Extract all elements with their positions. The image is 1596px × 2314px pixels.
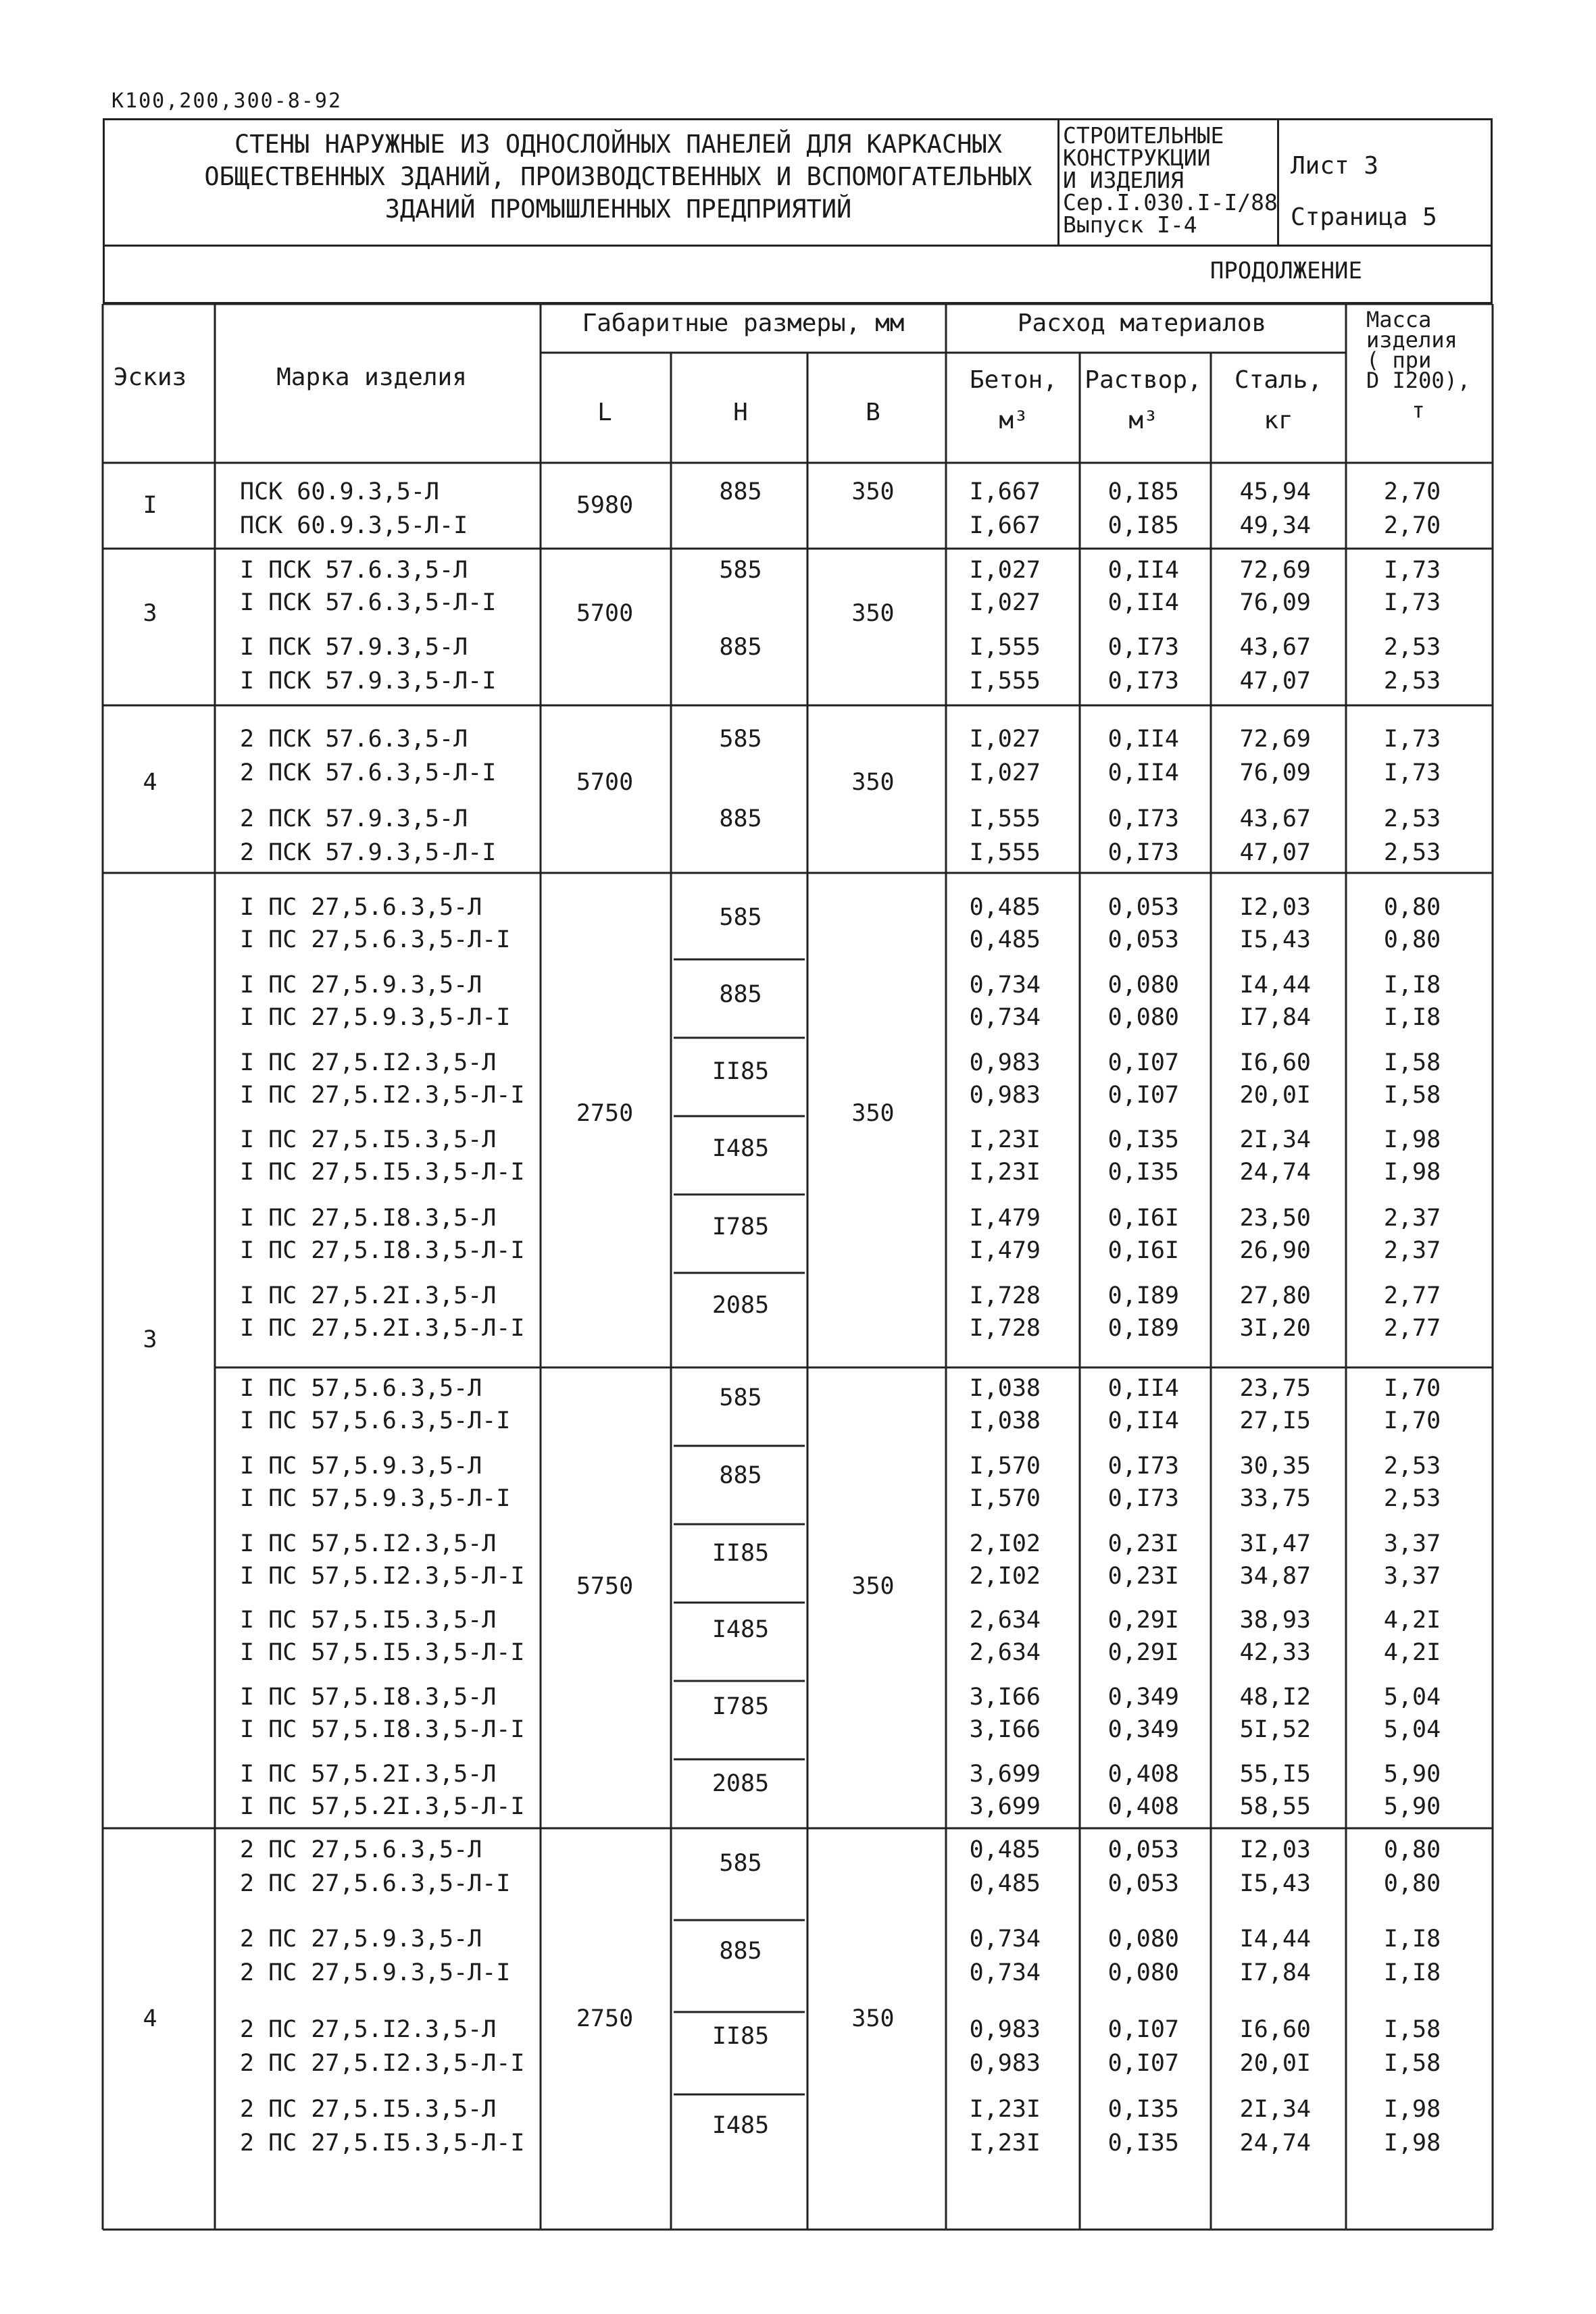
steel-value: 55,I5 <box>1239 1761 1311 1788</box>
steel-value: 3I,47 <box>1239 1530 1311 1557</box>
steel-value: 3I,20 <box>1239 1315 1311 1342</box>
steel-value: I7,84 <box>1239 1004 1311 1031</box>
product-mark: 2 ПСК 57.9.3,5-Л-I <box>240 839 497 866</box>
steel-value: 2I,34 <box>1239 1126 1311 1153</box>
concrete-value: 0,734 <box>969 1959 1041 1986</box>
product-mark: 2 ПСК 57.6.3,5-Л <box>240 726 468 753</box>
mortar-value: 0,II4 <box>1107 1407 1179 1434</box>
mortar-value: 0,II4 <box>1107 589 1179 616</box>
concrete-value: 0,983 <box>969 1082 1041 1109</box>
series-line: СТРОИТЕЛЬНЫЕ <box>1063 122 1224 149</box>
mortar-value: 0,I73 <box>1107 839 1179 866</box>
mortar-value: 0,I35 <box>1107 2096 1179 2123</box>
document-code: К100,200,300-8-92 <box>111 89 343 113</box>
steel-value: 23,50 <box>1239 1205 1311 1232</box>
concrete-value: I,027 <box>969 589 1041 616</box>
dimension-H: II85 <box>712 1540 770 1567</box>
mass-value: I,58 <box>1383 2016 1441 2043</box>
dimension-H: I785 <box>712 1693 770 1720</box>
mass-value: 2,37 <box>1383 1237 1441 1264</box>
mass-value: 2,53 <box>1383 668 1441 695</box>
steel-value: 76,09 <box>1239 589 1311 616</box>
mortar-value: 0,053 <box>1107 1836 1179 1863</box>
steel-value: 30,35 <box>1239 1453 1311 1480</box>
product-mark: I ПС 27,5.9.3,5-Л-I <box>240 1004 511 1031</box>
dimension-H: 885 <box>719 634 762 661</box>
title-line: ЗДАНИЙ ПРОМЫШЛЕННЫХ ПРЕДПРИЯТИЙ <box>384 195 852 224</box>
mortar-value: 0,I73 <box>1107 668 1179 695</box>
steel-value: 72,69 <box>1239 557 1311 584</box>
concrete-value: 0,485 <box>969 1836 1041 1863</box>
mass-value: I,I8 <box>1383 1004 1441 1031</box>
mortar-value: 0,I73 <box>1107 634 1179 661</box>
mass-value: I,98 <box>1383 1159 1441 1186</box>
concrete-value: I,038 <box>969 1375 1041 1402</box>
steel-value: 33,75 <box>1239 1485 1311 1512</box>
steel-value: 34,87 <box>1239 1563 1311 1590</box>
dimension-H: I485 <box>712 1616 770 1643</box>
header-H: H <box>733 399 748 426</box>
product-mark: I ПСК 57.9.3,5-Л <box>240 634 468 661</box>
dimension-H: 2085 <box>712 1770 770 1797</box>
steel-value: 2I,34 <box>1239 2096 1311 2123</box>
mass-value: 2,53 <box>1383 1485 1441 1512</box>
concrete-value: 0,485 <box>969 894 1041 921</box>
steel-value: I5,43 <box>1239 1870 1311 1897</box>
steel-value: 27,I5 <box>1239 1407 1311 1434</box>
header-mortar: Раствор, <box>1084 366 1202 394</box>
title-line: ОБЩЕСТВЕННЫХ ЗДАНИЙ, ПРОИЗВОДСТВЕННЫХ И ВСПОМОГАТЕЛЬНЫХ <box>204 162 1032 191</box>
mass-value: I,70 <box>1383 1407 1441 1434</box>
concrete-value: 0,734 <box>969 1926 1041 1953</box>
concrete-value: I,23I <box>969 1159 1041 1186</box>
steel-value: 49,34 <box>1239 512 1311 539</box>
header-mass <box>1366 307 1471 423</box>
continuation-label: ПРОДОЛЖЕНИЕ <box>1210 257 1362 284</box>
dimension-B: 350 <box>851 478 895 505</box>
mass-value: 5,04 <box>1383 1684 1441 1711</box>
series-line: КОНСТРУКЦИИ <box>1063 145 1211 171</box>
series-line: Выпуск I-4 <box>1063 211 1197 238</box>
dimension-H: 2085 <box>712 1292 770 1319</box>
mass-value: I,58 <box>1383 1082 1441 1109</box>
product-mark: 2 ПС 27,5.9.3,5-Л-I <box>240 1959 511 1986</box>
mass-value: I,98 <box>1383 1126 1441 1153</box>
product-mark: ПСК 60.9.3,5-Л <box>240 478 440 505</box>
mass-value: I,58 <box>1383 2050 1441 2077</box>
header-L: L <box>597 399 612 426</box>
concrete-value: I,570 <box>969 1453 1041 1480</box>
mass-value: 5,90 <box>1383 1761 1441 1788</box>
mass-value: 2,37 <box>1383 1205 1441 1232</box>
mortar-value: 0,29I <box>1107 1607 1179 1634</box>
dimension-L: 2750 <box>576 1100 634 1127</box>
steel-value: 24,74 <box>1239 2130 1311 2157</box>
header-materials: Расход материалов <box>1017 309 1267 337</box>
product-mark: 2 ПС 27,5.I2.3,5-Л <box>240 2016 497 2043</box>
header-dimensions: Габаритные размеры, мм <box>582 309 905 337</box>
sketch-number: 3 <box>143 600 157 627</box>
dimension-H: 585 <box>719 904 762 931</box>
mortar-value: 0,23I <box>1107 1530 1179 1557</box>
concrete-value: 2,634 <box>969 1639 1041 1666</box>
mortar-value: 0,080 <box>1107 972 1179 999</box>
steel-value: 48,I2 <box>1239 1684 1311 1711</box>
mass-value: 0,80 <box>1383 926 1441 953</box>
header-concrete: Бетон, <box>969 366 1058 394</box>
steel-value: 72,69 <box>1239 726 1311 753</box>
steel-value: 47,07 <box>1239 668 1311 695</box>
mass-value: I,98 <box>1383 2130 1441 2157</box>
mass-value: I,73 <box>1383 726 1441 753</box>
dimension-B: 350 <box>851 2005 895 2032</box>
concrete-value: 2,I02 <box>969 1563 1041 1590</box>
product-mark: ПСК 60.9.3,5-Л-I <box>240 512 468 539</box>
mass-value: 0,80 <box>1383 1870 1441 1897</box>
mortar-value: 0,I73 <box>1107 805 1179 832</box>
dimension-H: II85 <box>712 1058 770 1085</box>
mortar-value: 0,I35 <box>1107 2130 1179 2157</box>
steel-value: 45,94 <box>1239 478 1311 505</box>
mortar-value: 0,I85 <box>1107 512 1179 539</box>
steel-value: 24,74 <box>1239 1159 1311 1186</box>
mortar-value: 0,408 <box>1107 1761 1179 1788</box>
mortar-value: 0,II4 <box>1107 759 1179 786</box>
mass-value: 2,70 <box>1383 478 1441 505</box>
mass-value: 5,04 <box>1383 1716 1441 1743</box>
mortar-value: 0,080 <box>1107 1926 1179 1953</box>
sketch-number: 3 <box>143 1326 157 1353</box>
dimension-L: 5700 <box>576 600 634 627</box>
mass-value: 3,37 <box>1383 1530 1441 1557</box>
concrete-value: I,027 <box>969 726 1041 753</box>
product-mark: I ПС 27,5.I8.3,5-Л-I <box>240 1237 525 1264</box>
product-mark: I ПС 27,5.9.3,5-Л <box>240 972 482 999</box>
product-mark: I ПС 27,5.6.3,5-Л <box>240 894 482 921</box>
product-mark: I ПСК 57.6.3,5-Л <box>240 557 468 584</box>
product-mark: I ПС 57,5.I2.3,5-Л-I <box>240 1563 525 1590</box>
header-mortar-unit: м³ <box>1128 407 1158 434</box>
dimension-H: 885 <box>719 981 762 1008</box>
product-mark: I ПС 27,5.2I.3,5-Л-I <box>240 1315 525 1342</box>
mass-value: I,70 <box>1383 1375 1441 1402</box>
concrete-value: I,038 <box>969 1407 1041 1434</box>
mortar-value: 0,I07 <box>1107 1082 1179 1109</box>
mass-value: I,73 <box>1383 589 1441 616</box>
concrete-value: 2,I02 <box>969 1530 1041 1557</box>
mortar-value: 0,I07 <box>1107 1049 1179 1076</box>
dimension-L: 5750 <box>576 1573 634 1600</box>
product-mark: I ПС 27,5.I5.3,5-Л <box>240 1126 497 1153</box>
product-mark: I ПС 57,5.I2.3,5-Л <box>240 1530 497 1557</box>
mortar-value: 0,I07 <box>1107 2050 1179 2077</box>
dimension-H: 885 <box>719 1462 762 1489</box>
mass-value: I,73 <box>1383 759 1441 786</box>
dimension-H: 585 <box>719 557 762 584</box>
concrete-value: 0,983 <box>969 2016 1041 2043</box>
product-mark: I ПС 57,5.I5.3,5-Л-I <box>240 1639 525 1666</box>
concrete-value: I,479 <box>969 1237 1041 1264</box>
dimension-L: 5700 <box>576 769 634 796</box>
mass-value: 2,77 <box>1383 1282 1441 1309</box>
header-mass-line: т <box>1412 397 1425 423</box>
concrete-value: 0,983 <box>969 1049 1041 1076</box>
steel-value: I4,44 <box>1239 972 1311 999</box>
mortar-value: 0,I89 <box>1107 1315 1179 1342</box>
dimension-B: 350 <box>851 1573 895 1600</box>
mass-value: 2,70 <box>1383 512 1441 539</box>
dimension-H: II85 <box>712 2023 770 2050</box>
mortar-value: 0,I6I <box>1107 1237 1179 1264</box>
mass-value: 3,37 <box>1383 1563 1441 1590</box>
mass-value: 4,2I <box>1383 1639 1441 1666</box>
steel-value: I7,84 <box>1239 1959 1311 1986</box>
concrete-value: I,23I <box>969 1126 1041 1153</box>
sketch-number: 4 <box>143 2005 157 2032</box>
dimension-L: 5980 <box>576 492 634 519</box>
product-mark: I ПС 57,5.9.3,5-Л-I <box>240 1485 511 1512</box>
steel-value: 43,67 <box>1239 634 1311 661</box>
concrete-value: I,555 <box>969 668 1041 695</box>
concrete-value: I,027 <box>969 557 1041 584</box>
series-line: И ИЗДЕЛИЯ <box>1063 167 1184 193</box>
steel-value: 26,90 <box>1239 1237 1311 1264</box>
mass-value: I,I8 <box>1383 972 1441 999</box>
mass-value: 0,80 <box>1383 1836 1441 1863</box>
product-mark: I ПС 57,5.2I.3,5-Л-I <box>240 1793 525 1820</box>
product-mark: I ПС 27,5.2I.3,5-Л <box>240 1282 497 1309</box>
product-mark: I ПС 27,5.I2.3,5-Л-I <box>240 1082 525 1109</box>
header-steel: Сталь, <box>1234 366 1323 394</box>
dimension-H: 885 <box>719 478 762 505</box>
concrete-value: I,555 <box>969 839 1041 866</box>
steel-value: 20,0I <box>1239 2050 1311 2077</box>
concrete-value: 0,734 <box>969 1004 1041 1031</box>
mass-value: 2,53 <box>1383 839 1441 866</box>
mass-value: 4,2I <box>1383 1607 1441 1634</box>
mortar-value: 0,I35 <box>1107 1126 1179 1153</box>
mass-value: 2,53 <box>1383 805 1441 832</box>
concrete-value: I,728 <box>969 1282 1041 1309</box>
steel-value: I2,03 <box>1239 894 1311 921</box>
concrete-value: I,728 <box>969 1315 1041 1342</box>
mass-value: 2,53 <box>1383 1453 1441 1480</box>
concrete-value: 2,634 <box>969 1607 1041 1634</box>
header-mass-line: Масса <box>1366 307 1432 332</box>
mortar-value: 0,II4 <box>1107 726 1179 753</box>
mortar-value: 0,349 <box>1107 1716 1179 1743</box>
sheet-number: Лист 3 <box>1291 152 1379 180</box>
product-mark: I ПС 27,5.I8.3,5-Л <box>240 1205 497 1232</box>
header-concrete-unit: м³ <box>999 407 1028 434</box>
mass-value: I,I8 <box>1383 1926 1441 1953</box>
title-line: СТЕНЫ НАРУЖНЫЕ ИЗ ОДНОСЛОЙНЫХ ПАНЕЛЕЙ ДЛЯ КАРКАСНЫХ <box>234 130 1003 159</box>
product-mark: I ПС 57,5.6.3,5-Л-I <box>240 1407 511 1434</box>
mortar-value: 0,080 <box>1107 1004 1179 1031</box>
header-steel-unit: кг <box>1264 407 1293 434</box>
dimension-H: 585 <box>719 1850 762 1877</box>
product-mark: 2 ПС 27,5.I5.3,5-Л-I <box>240 2130 525 2157</box>
mortar-value: 0,I73 <box>1107 1485 1179 1512</box>
concrete-value: I,027 <box>969 759 1041 786</box>
steel-value: 58,55 <box>1239 1793 1311 1820</box>
product-mark: 2 ПС 27,5.I2.3,5-Л-I <box>240 2050 525 2077</box>
dimension-B: 350 <box>851 1100 895 1127</box>
header-mass-line: D I200), <box>1366 368 1471 393</box>
mortar-value: 0,349 <box>1107 1684 1179 1711</box>
mortar-value: 0,053 <box>1107 894 1179 921</box>
concrete-value: I,667 <box>969 478 1041 505</box>
concrete-value: I,555 <box>969 634 1041 661</box>
mass-value: 0,80 <box>1383 894 1441 921</box>
steel-value: I2,03 <box>1239 1836 1311 1863</box>
mortar-value: 0,I73 <box>1107 1453 1179 1480</box>
product-mark: 2 ПС 27,5.I5.3,5-Л <box>240 2096 497 2123</box>
product-mark: 2 ПСК 57.6.3,5-Л-I <box>240 759 497 786</box>
steel-value: 38,93 <box>1239 1607 1311 1634</box>
dimension-B: 350 <box>851 600 895 627</box>
product-mark: 2 ПС 27,5.6.3,5-Л <box>240 1836 482 1863</box>
concrete-value: I,479 <box>969 1205 1041 1232</box>
mortar-value: 0,29I <box>1107 1639 1179 1666</box>
mortar-value: 0,I6I <box>1107 1205 1179 1232</box>
mass-value: 2,77 <box>1383 1315 1441 1342</box>
mass-value: 5,90 <box>1383 1793 1441 1820</box>
product-mark: 2 ПСК 57.9.3,5-Л <box>240 805 468 832</box>
product-mark: I ПС 27,5.I2.3,5-Л <box>240 1049 497 1076</box>
steel-value: 27,80 <box>1239 1282 1311 1309</box>
concrete-value: I,23I <box>969 2130 1041 2157</box>
concrete-value: I,23I <box>969 2096 1041 2123</box>
concrete-value: I,570 <box>969 1485 1041 1512</box>
product-mark: I ПС 57,5.I8.3,5-Л <box>240 1684 497 1711</box>
steel-value: 23,75 <box>1239 1375 1311 1402</box>
mass-value: 2,53 <box>1383 634 1441 661</box>
product-mark: I ПС 27,5.I5.3,5-Л-I <box>240 1159 525 1186</box>
mortar-value: 0,I07 <box>1107 2016 1179 2043</box>
product-mark: I ПС 57,5.9.3,5-Л <box>240 1453 482 1480</box>
mortar-value: 0,408 <box>1107 1793 1179 1820</box>
mortar-value: 0,053 <box>1107 926 1179 953</box>
steel-value: 20,0I <box>1239 1082 1311 1109</box>
mortar-value: 0,053 <box>1107 1870 1179 1897</box>
dimension-H: 885 <box>719 1938 762 1965</box>
mass-value: I,98 <box>1383 2096 1441 2123</box>
steel-value: 47,07 <box>1239 839 1311 866</box>
concrete-value: I,667 <box>969 512 1041 539</box>
dimension-H: 885 <box>719 805 762 832</box>
product-mark: I ПС 57,5.I5.3,5-Л <box>240 1607 497 1634</box>
header-sketch: Эскиз <box>113 363 187 391</box>
concrete-value: 3,I66 <box>969 1716 1041 1743</box>
dimension-H: I485 <box>712 1135 770 1162</box>
concrete-value: I,555 <box>969 805 1041 832</box>
product-mark: I ПС 57,5.I8.3,5-Л-I <box>240 1716 525 1743</box>
steel-value: I6,60 <box>1239 1049 1311 1076</box>
concrete-value: 0,734 <box>969 972 1041 999</box>
mass-value: I,I8 <box>1383 1959 1441 1986</box>
mass-value: I,58 <box>1383 1049 1441 1076</box>
concrete-value: 0,485 <box>969 1870 1041 1897</box>
header-B: B <box>866 399 880 426</box>
mortar-value: 0,II4 <box>1107 557 1179 584</box>
mortar-value: 0,080 <box>1107 1959 1179 1986</box>
mass-value: I,73 <box>1383 557 1441 584</box>
steel-value: 5I,52 <box>1239 1716 1311 1743</box>
sketch-number: I <box>143 492 157 519</box>
steel-value: I5,43 <box>1239 926 1311 953</box>
mortar-value: 0,I35 <box>1107 1159 1179 1186</box>
steel-value: I6,60 <box>1239 2016 1311 2043</box>
series-line: Сер.I.030.I-I/88 <box>1063 189 1278 216</box>
page-number: Страница 5 <box>1291 203 1437 231</box>
concrete-value: 3,699 <box>969 1761 1041 1788</box>
sketch-number: 4 <box>143 769 157 796</box>
dimension-L: 2750 <box>576 2005 634 2032</box>
mortar-value: 0,23I <box>1107 1563 1179 1590</box>
concrete-value: 3,I66 <box>969 1684 1041 1711</box>
product-mark: 2 ПС 27,5.6.3,5-Л-I <box>240 1870 511 1897</box>
mortar-value: 0,I85 <box>1107 478 1179 505</box>
product-mark: 2 ПС 27,5.9.3,5-Л <box>240 1926 482 1953</box>
mortar-value: 0,I89 <box>1107 1282 1179 1309</box>
dimension-H: I785 <box>712 1213 770 1240</box>
product-mark: I ПС 27,5.6.3,5-Л-I <box>240 926 511 953</box>
dimension-H: 585 <box>719 726 762 753</box>
product-mark: I ПСК 57.9.3,5-Л-I <box>240 668 497 695</box>
concrete-value: 3,699 <box>969 1793 1041 1820</box>
dimension-B: 350 <box>851 769 895 796</box>
product-mark: I ПС 57,5.6.3,5-Л <box>240 1375 482 1402</box>
dimension-H: I485 <box>712 2112 770 2139</box>
mortar-value: 0,II4 <box>1107 1375 1179 1402</box>
steel-value: 42,33 <box>1239 1639 1311 1666</box>
header-mark: Марка изделия <box>276 363 467 391</box>
concrete-value: 0,983 <box>969 2050 1041 2077</box>
header-mass-line: изделия <box>1366 327 1457 353</box>
product-mark: I ПС 57,5.2I.3,5-Л <box>240 1761 497 1788</box>
concrete-value: 0,485 <box>969 926 1041 953</box>
header-mass-line: ( при <box>1366 347 1432 373</box>
dimension-H: 585 <box>719 1384 762 1411</box>
steel-value: 43,67 <box>1239 805 1311 832</box>
product-mark: I ПСК 57.6.3,5-Л-I <box>240 589 497 616</box>
steel-value: I4,44 <box>1239 1926 1311 1953</box>
steel-value: 76,09 <box>1239 759 1311 786</box>
